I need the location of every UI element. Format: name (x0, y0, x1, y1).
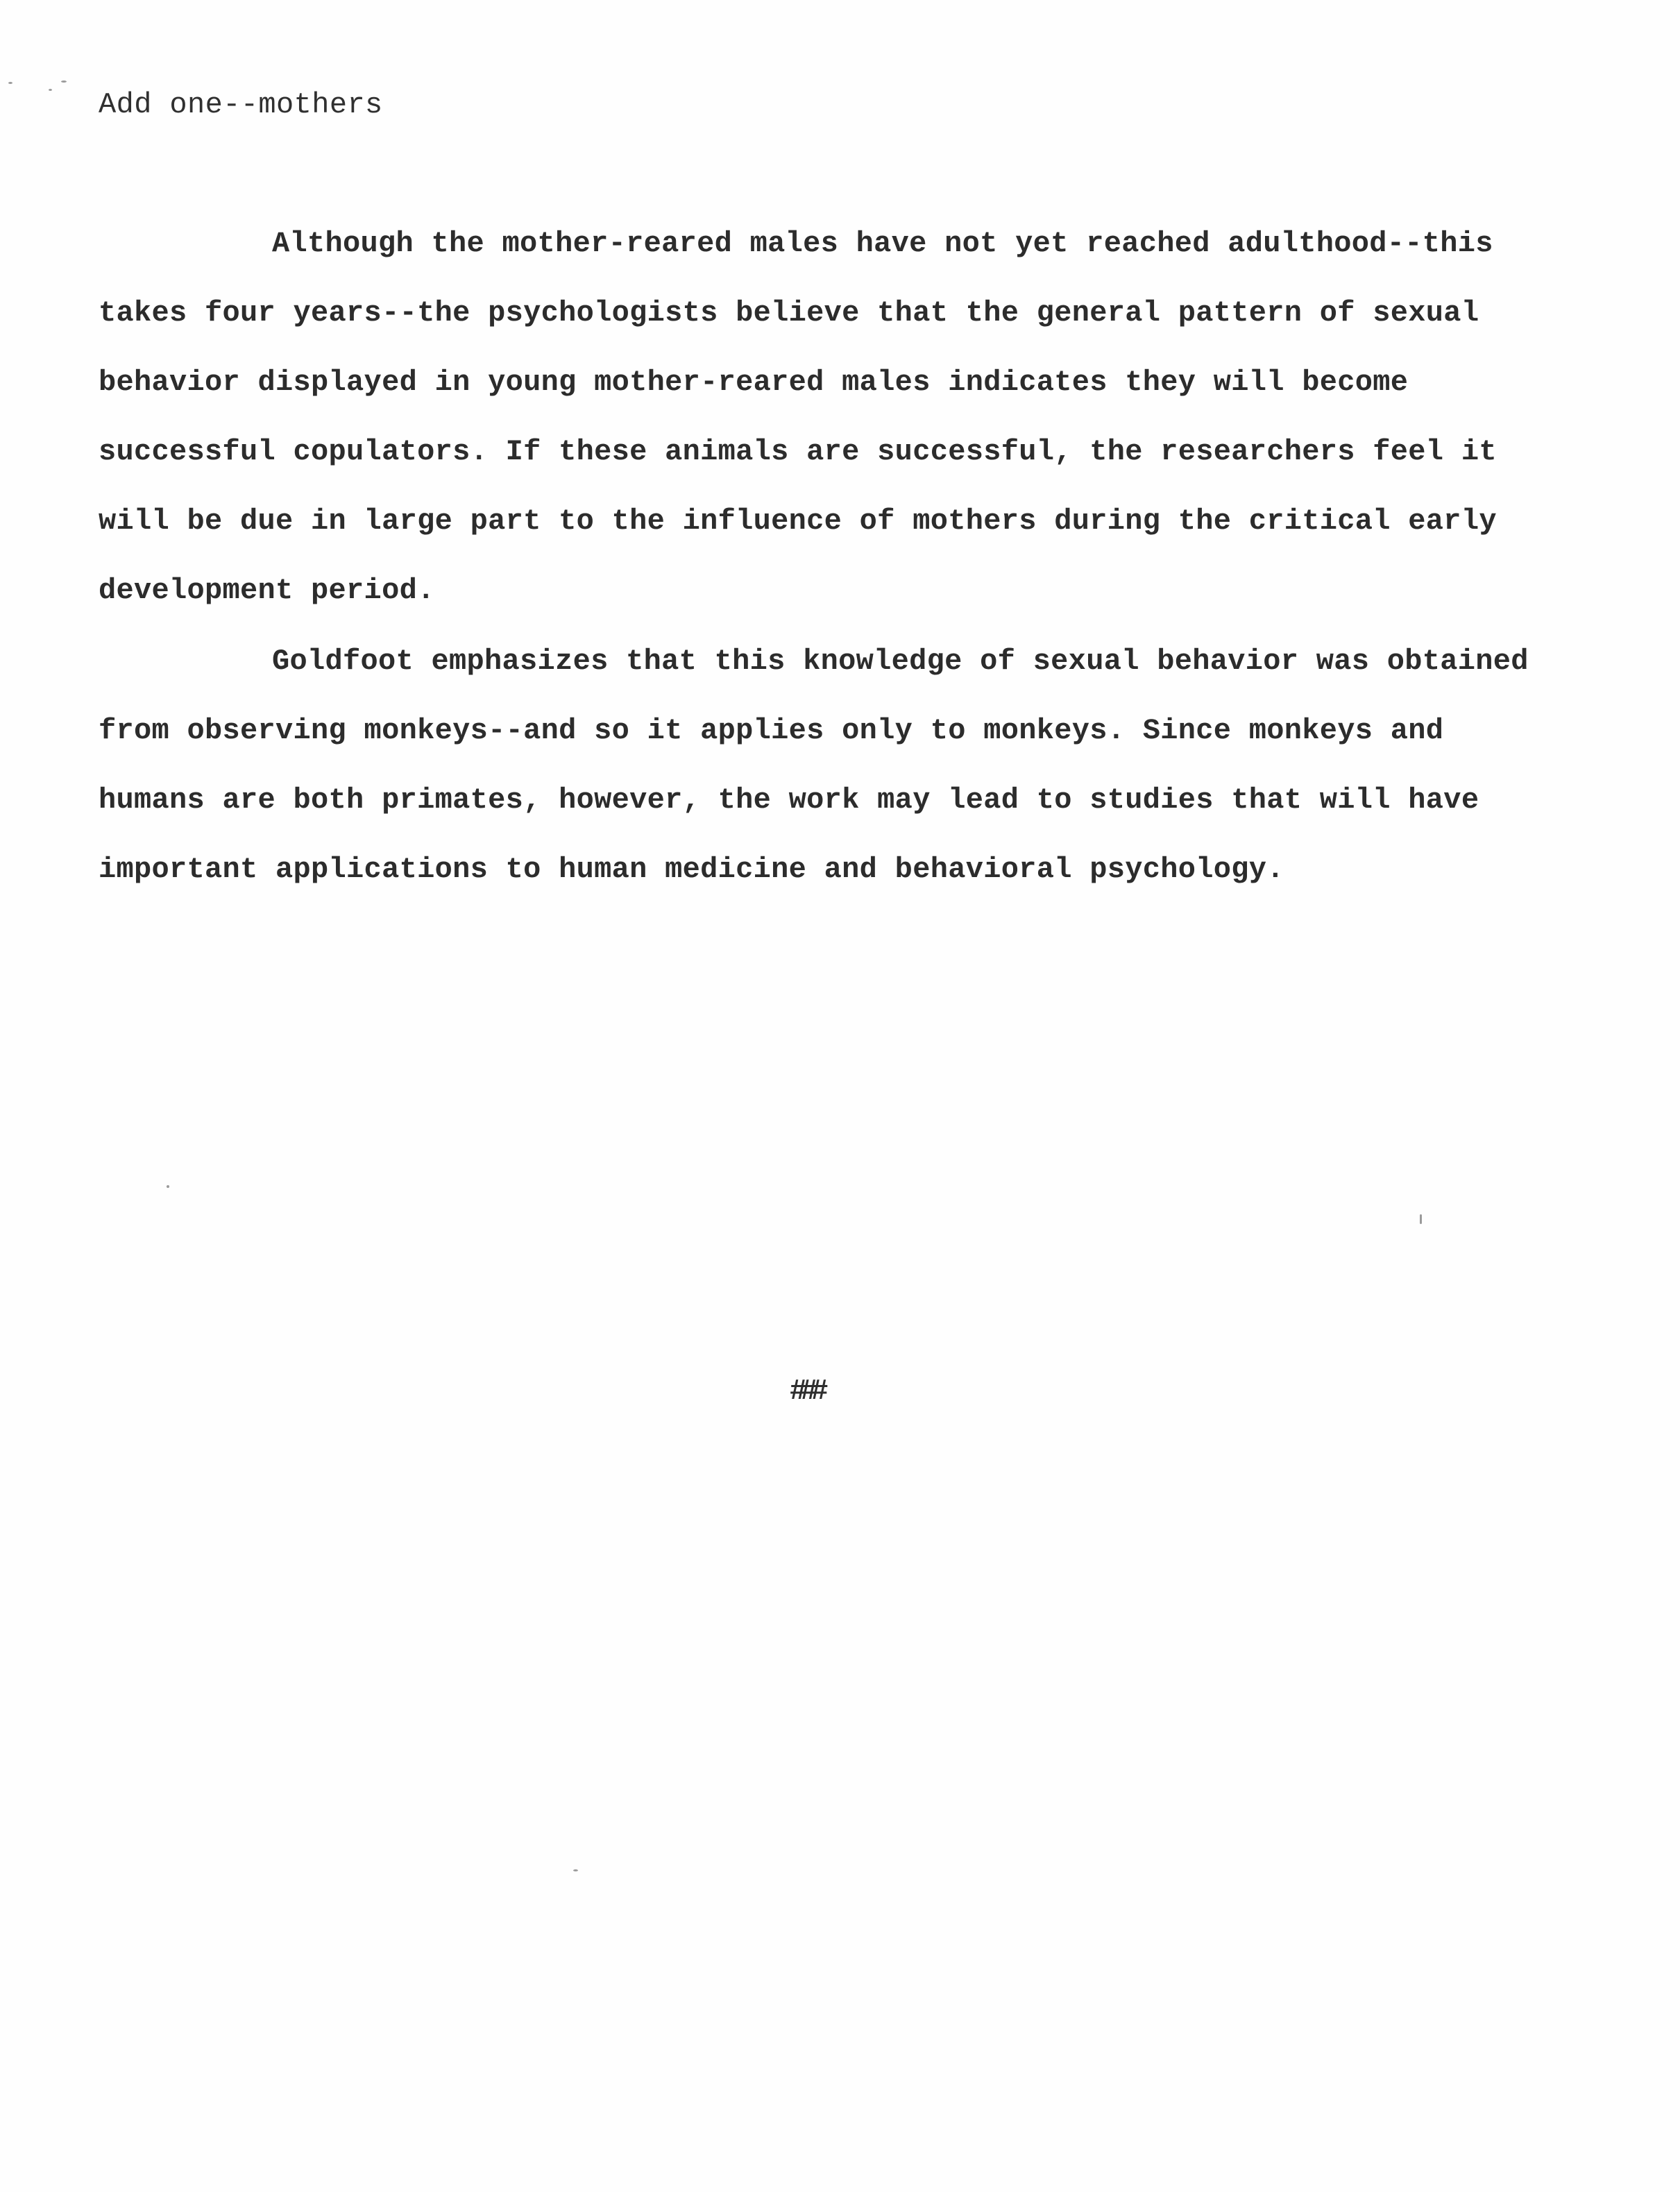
scan-speck (61, 80, 67, 83)
scan-speck (573, 1869, 578, 1871)
paragraph-2-line-3: humans are both primates, however, the work may lead to studies that will have (99, 783, 1479, 817)
scan-speck (1420, 1214, 1422, 1224)
paragraph-2-line-4: important applications to human medicine and behavioral psychology. (99, 853, 1284, 886)
paragraph-1-line-4: successful copulators. If these animals are successful, the researchers feel it (99, 435, 1497, 468)
end-mark: ### (790, 1375, 822, 1408)
paragraph-1-line-2: takes four years--the psychologists believe that the general pattern of sexual (99, 296, 1479, 330)
paragraph-1-line-6: development period. (99, 574, 435, 607)
paragraph-2-line-1: Goldfoot emphasizes that this knowledge of sexual behavior was obtained (272, 645, 1529, 678)
paragraph-1-line-1: Although the mother-reared males have not yet reached adulthood--this (272, 227, 1493, 260)
paragraph-1-line-3: behavior displayed in young mother-reared males indicates they will become (99, 366, 1409, 399)
scan-speck (49, 89, 52, 91)
scan-speck (8, 82, 12, 84)
paragraph-2-line-2: from observing monkeys--and so it applies only to monkeys. Since monkeys and (99, 714, 1444, 747)
paragraph-1-line-5: will be due in large part to the influence of mothers during the critical early (99, 504, 1497, 538)
memo-heading: Add one--mothers (99, 88, 383, 121)
scan-speck (167, 1185, 169, 1188)
